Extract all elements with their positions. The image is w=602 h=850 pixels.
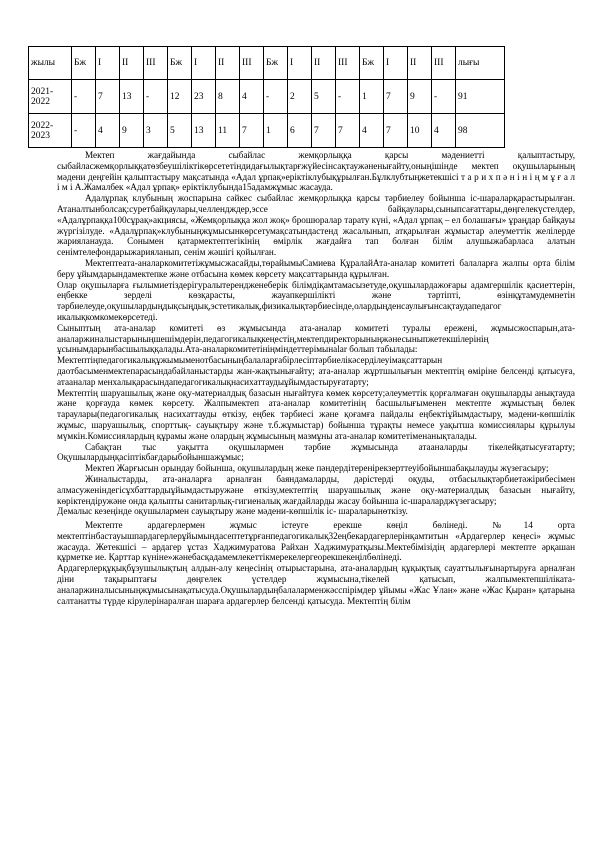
table-cell: 23 bbox=[192, 80, 216, 114]
document-body bbox=[57, 150, 575, 606]
table-cell: II bbox=[312, 47, 336, 80]
table-cell: 98 bbox=[456, 114, 505, 148]
paragraph: Мектептеата-аналаркомитетіжұмысжасайды,төрайымыСамиева ҚұралайАта-аналар комитеті балаларға жалпы орта білім беру ұйымдарындамектепке және отбасына көмек көрсету мақсаттарында құрылған. bbox=[57, 257, 575, 279]
table-cell: 1 bbox=[264, 114, 288, 148]
table-cell: 13 bbox=[192, 114, 216, 148]
table-cell: - bbox=[432, 80, 456, 114]
table-cell: III bbox=[336, 47, 360, 80]
table-cell: Бж bbox=[72, 47, 96, 80]
table-cell: Бж bbox=[264, 47, 288, 80]
table-cell: 5 bbox=[168, 114, 192, 148]
table-cell: 9 bbox=[120, 114, 144, 148]
table-cell: 2 bbox=[288, 80, 312, 114]
table-row bbox=[29, 80, 505, 114]
table-cell: 9 bbox=[408, 80, 432, 114]
table-cell: 5 bbox=[312, 80, 336, 114]
table-cell: 8 bbox=[216, 80, 240, 114]
row-label-cell: 2021- 2022 bbox=[29, 80, 72, 114]
table-cell: Бж bbox=[168, 47, 192, 80]
paragraph: Мектеп жағдайында сыбайлас жемқорлыққа қарсы мәдениетті қалыптастыру, сыбайласжемқорлыққатөзбеушіліктікөрсететіндидағылықтарғжүйесінсақтаужәненығайту,оныңішінде мектеп оқушыларының мәдени деңгейін қалыптастыру мақсатында «Адал ұрпақ»еріктіклубықұрылған.Бұлклубтыңжетекшісі т а р и х п ә н і н і ң м ұ ғ а л і м і А.Жамалбек «Адал ұрпақ» еріктіклубында15адамжұмыс жасауда. bbox=[57, 150, 575, 193]
paragraph: Жиналыстарды, ата-аналарға арналған баяндамаларды, дәрістерді оқуды, отбасылықтәрбиетәжірибесімен алмасуженіндегісұхбаттардыұйымдастыружәне өткізу,мектептің шаруашылық және оқу-материалдық базасын нығайту, көріктендіружәне онда қалыпты санитарлық-гигиеналық жағдайларды жасау бойынша іс-шараларджүзегасыру; bbox=[57, 473, 575, 506]
table-cell: 7 bbox=[384, 114, 408, 148]
paragraph: Сыныптың ата-аналар комитеті өз жұмысында ата-аналар комитеті туралы ережені, жұмысжоспарын,ата-аналаржиналыстарыныңшешімдерін,педагогикалықкеңестің,мектепдиректорыныңжәнесыныпжетекшілерінің ұсынымдарынбасшылыққалады.Ата-аналаркомитетініңміндеттерімынalar болып табылады: bbox=[57, 322, 575, 355]
table-cell: - bbox=[336, 80, 360, 114]
table-cell: - bbox=[72, 80, 96, 114]
table-cell: I bbox=[192, 47, 216, 80]
table-cell: 6 bbox=[288, 114, 312, 148]
table-cell: - bbox=[264, 80, 288, 114]
row-label-cell: 2022- 2023 bbox=[29, 114, 72, 148]
table-cell: 7 bbox=[336, 114, 360, 148]
table-cell: II bbox=[120, 47, 144, 80]
table-cell: лығы bbox=[456, 47, 505, 80]
paragraph: Адалұрпақ клубының жоспарына сәйкес сыбайлас жемқорлыққа қарсы тәрбиелеу бойынша іс-шараларқарастырылған. Атаналтынболсақ:суретбайқаулары,челлендждер,эссе байқаулары,сыныпсағаттары,дөңгелекүстелдер, «Адалұрпаққа100сұрақ»акциясы, «Жемқорлыққа жол жоқ» брошюралар тарату күні, «Адал ұрпақ – ел болашағы» ұраңдар байқауы жүргізілуде. «Адалұрпақ»клубыныңжұмысынкөрсетумақсатындастенд жасалынып, атқарылған жұмыстар әлеуметтік желілерде жарияланауда. Сонымен қатармектептегікінің өмірлік жағдайға тап болған білім алушыжабарласа алатын сенімтелефондарыжарияланып, сенім жәшігі қойылған. bbox=[57, 193, 575, 258]
table-cell: 7 bbox=[240, 114, 264, 148]
table-cell: III bbox=[144, 47, 168, 80]
paragraph: Мектептіңпедагогикалықұжымыменотбасыныңбалаларғабірлесіптәрбиелікәсерділеуімақсаттарын даотбасыменмектепарасындабайланыстарды жан-жақтынығайту; ата-аналар жұртшылығын мектептің өміріне белсенді қатысуға, атааналар менхалықарасындапедагогикалықнасихаттаудыұйымдастыруғатарту; bbox=[57, 355, 575, 387]
table-cell: - bbox=[144, 80, 168, 114]
table-cell: 1 bbox=[360, 80, 384, 114]
table-cell: 4 bbox=[360, 114, 384, 148]
table-cell: 3 bbox=[144, 114, 168, 148]
table-cell: 13 bbox=[120, 80, 144, 114]
table-cell: I bbox=[288, 47, 312, 80]
table-cell: - bbox=[72, 114, 96, 148]
table-cell: 7 bbox=[384, 80, 408, 114]
table-cell: 4 bbox=[96, 114, 120, 148]
paragraph: Олар оқушыларға ғылымиетіздерігуралытерендженеберік білімдіқамтамасызетуде,оқушылардажоғары адамгершілік қасиеттерін, еңбекке зерделі көзқарасты, жауапкершілікті және тәртіпті, өзінқұтамудемнетін тәрбиелеуде,оқушылардыңдықсыңдық,эстетикалық,физикалықтәрбиесінде,олардыңденсаулығынсақтаудапедагог икалықкомкомекөрсетеді. bbox=[57, 279, 575, 322]
paragraph: Мектеп Жарғысын орындау бойынша, оқушылардың жеке пәндердітеренірекзерттеуібойыншабақылауды жүзегасыру; bbox=[85, 463, 549, 474]
grades-table bbox=[28, 46, 505, 148]
table-cell: 91 bbox=[456, 80, 505, 114]
table-cell: Бж bbox=[360, 47, 384, 80]
paragraph: Мектептің шаруашылық және оқу-материалдық базасын нығайтуға көмек көрсету;әлеуметтік қорғалмаған оқушыларды анықтауда және қорғауда көмек көрсету. Жалпымектеп ата-аналар комитетінің басшылығыменен мектепте жұмыстың бөлек тараулары(педагогикалық насихаттауды өткізу, еңбек тәрбиесі және қоғамға пайдалы еңбектіұйымдастыру, мәдени-көпшілік жұмыс, шаруашылық, спорттық- сауықтыру және т.б.жұмыстар) бойынша тұрақты немесе уақытша комиссиялары құрылуы мүмкін.Комиссиялардың құрамы және олардың жұмысының мазмұны ата-аналар комитетіменанықталады. bbox=[57, 387, 575, 441]
paragraph: Сабақтан тыс уақытта оқушылармен тәрбие жұмысында атааналарды тікелейқатысуғатарту; Оқушылардыңқасіптікбағдарыбойыншажұмыс; bbox=[57, 441, 575, 463]
table-cell: 10 bbox=[408, 114, 432, 148]
table-cell: I bbox=[96, 47, 120, 80]
paragraph: Ардагерлерқұқықбұзушылықтың алдын-алу кеңесінің отырыстарына, ата-аналардың құқықтық сауаттылығынартыруға арналған діни тақырыптағы дөңгелек үстелдер жұмысына,тікелей қатысып, жалпымектепшіліката-аналаржиналысыныңжұмысынақатысуда.Оқушылардыңбалаларменжәсспірімдер ұйымы «Жас Ұлан» және «Жас Қыран» қатарына салтанатты түрде кірулерінаралған шараға ардагерлер белсенді қатысуда. Мектептің білім bbox=[57, 563, 575, 606]
table-cell: 4 bbox=[240, 80, 264, 114]
table-cell: 7 bbox=[312, 114, 336, 148]
paragraph: Демалыс кезеңінде оқушылармен сауықтыру және мәдени-көпшілік іс- шараларынөткізу. bbox=[57, 506, 408, 517]
table-cell: III bbox=[432, 47, 456, 80]
table-cell: II bbox=[216, 47, 240, 80]
table-cell: 12 bbox=[168, 80, 192, 114]
table-cell: 7 bbox=[96, 80, 120, 114]
row-label-cell: жылы bbox=[29, 47, 72, 80]
table-cell: I bbox=[384, 47, 408, 80]
table-cell: 4 bbox=[432, 114, 456, 148]
table-cell: II bbox=[408, 47, 432, 80]
paragraph: Мектепте ардагерлермен жұмыс істеуге ерекше көңіл бөлінеді. №14 орта мектептінбастауышпардагерлерұйымындасептетұрғанпедагогикалық32еңбекардагерлерінқамтитын «Ардагерлер кеңесі» жұмыс жасауда. Жетекшісі – ардагер ұстаз Хаджимуратова Райхан Хаджимуратқызы.Мектебімізідің ардагерлері мектепте әрқашан құрметке ие. Қарттар күніне»жәнебасқадамемлекеттікмерекелергеорекшекеңілбөлінеді. bbox=[57, 520, 575, 563]
table-cell: 11 bbox=[216, 114, 240, 148]
table-row bbox=[29, 114, 505, 148]
table-cell: III bbox=[240, 47, 264, 80]
table-header-row bbox=[29, 47, 505, 80]
